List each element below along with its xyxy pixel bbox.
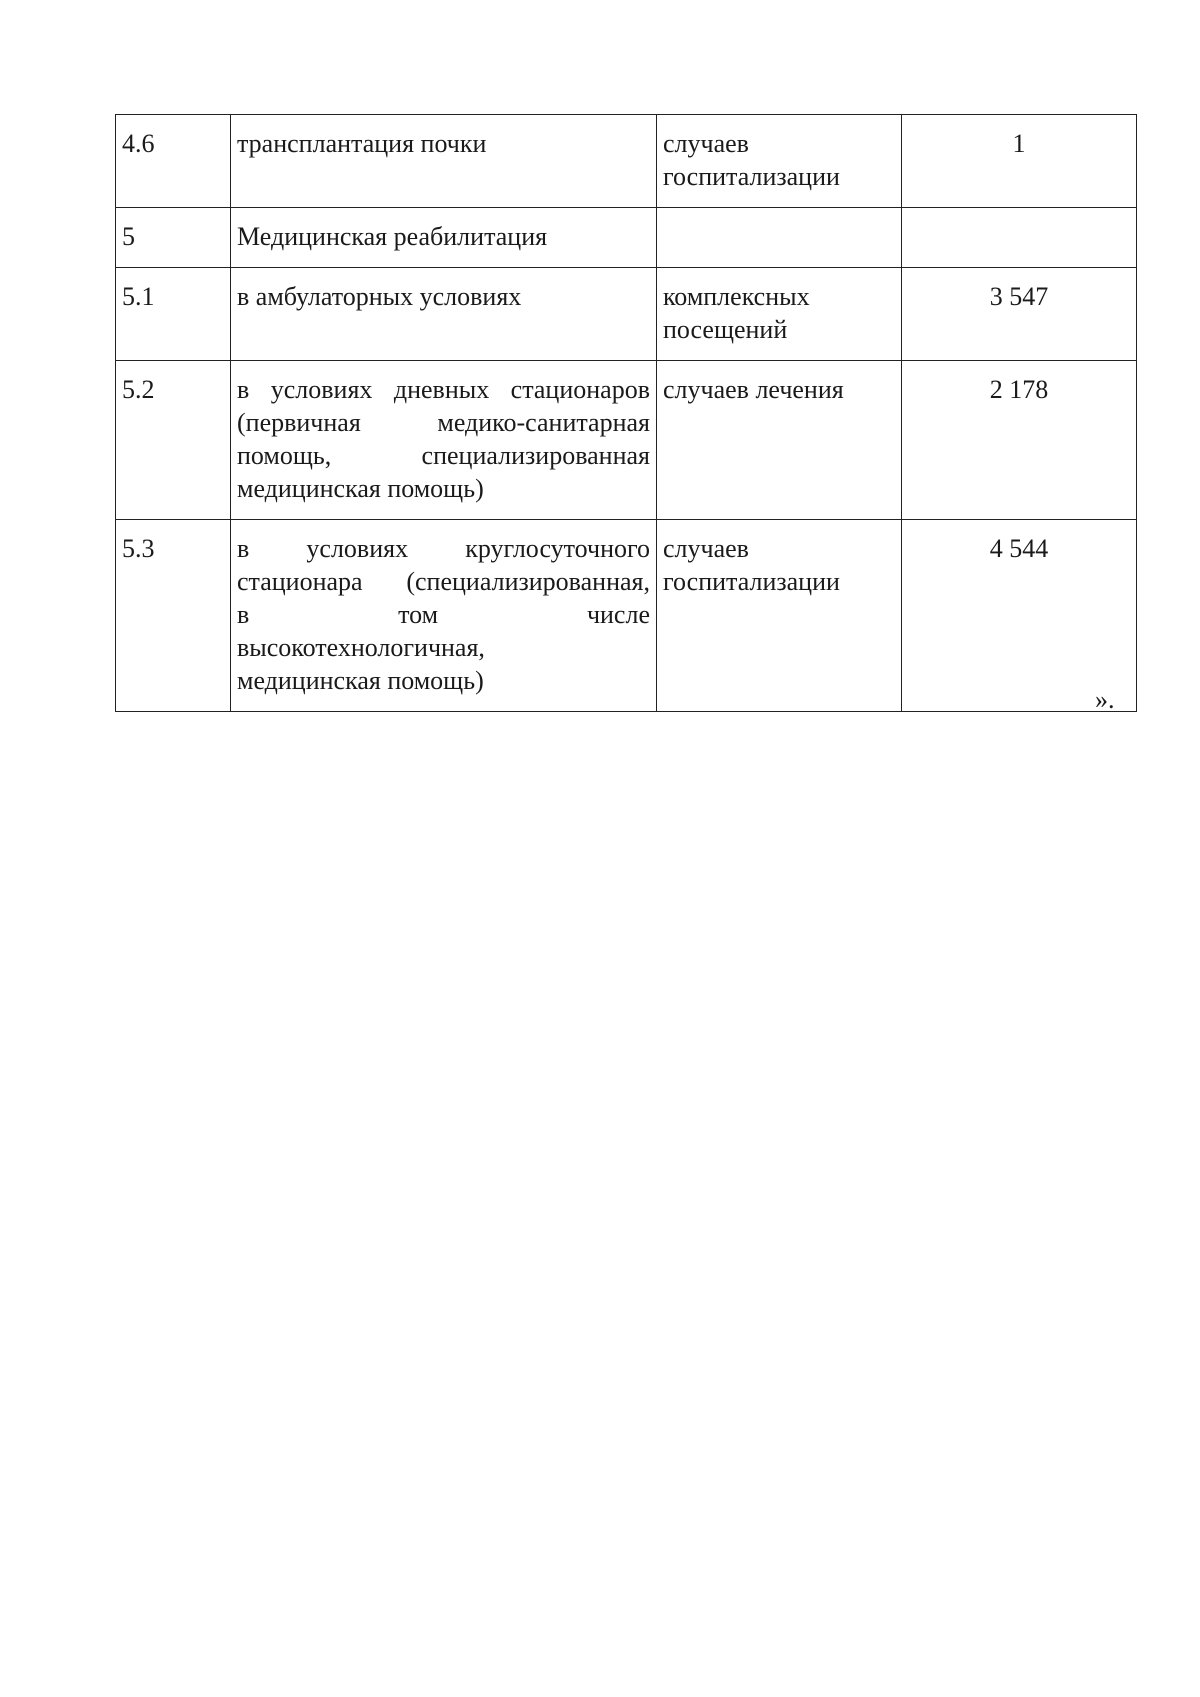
row-name-line: в том числе: [237, 600, 650, 629]
row-unit-line: посещений: [663, 315, 788, 344]
row-name-line: Медицинская реабилитация: [237, 222, 548, 251]
row-name-line: (первичная медико-санитарная: [237, 408, 650, 437]
table-row: [116, 208, 1137, 268]
row-unit-line: случаев: [663, 534, 749, 563]
row-unit-line: комплексных: [663, 282, 810, 311]
data-table: [115, 114, 1137, 712]
row-name-line: трансплантация почки: [237, 129, 487, 158]
closing-quote: ».: [1095, 685, 1115, 714]
row-name-line: помощь, специализированная: [237, 441, 650, 470]
row-number: 5.3: [116, 520, 231, 712]
row-name-line: медицинская помощь): [237, 474, 484, 503]
row-unit-line: случаев: [663, 129, 749, 158]
row-name-line: в условиях дневных стационаров: [237, 375, 650, 404]
row-value: 3 547: [902, 268, 1137, 361]
row-name-line: в амбулаторных условиях: [237, 282, 522, 311]
row-name: [231, 361, 657, 520]
row-number: 5: [116, 208, 231, 268]
row-name-line: медицинская помощь): [237, 666, 484, 695]
row-number: 5.1: [116, 268, 231, 361]
row-number: 5.2: [116, 361, 231, 520]
row-unit: [657, 115, 902, 208]
row-unit: [657, 268, 902, 361]
row-number: 4.6: [116, 115, 231, 208]
row-name: [231, 520, 657, 712]
table-row: [116, 115, 1137, 208]
row-unit-line: госпитализации: [663, 567, 840, 596]
row-unit-line: случаев лечения: [663, 375, 844, 404]
row-name: [231, 208, 657, 268]
table-row: [116, 361, 1137, 520]
row-name-line: стационара (специализированная,: [237, 567, 650, 596]
row-unit: [657, 208, 902, 268]
row-value: 1: [902, 115, 1137, 208]
table-row: [116, 520, 1137, 712]
row-name: [231, 268, 657, 361]
row-unit: [657, 520, 902, 712]
row-name-line: в условиях круглосуточного: [237, 534, 650, 563]
row-name: [231, 115, 657, 208]
row-name-line: высокотехнологичная,: [237, 633, 485, 662]
row-unit: [657, 361, 902, 520]
row-value: 4 544: [902, 520, 1137, 712]
row-unit-line: госпитализации: [663, 162, 840, 191]
row-value: [902, 208, 1137, 268]
table-row: [116, 268, 1137, 361]
row-value: 2 178: [902, 361, 1137, 520]
